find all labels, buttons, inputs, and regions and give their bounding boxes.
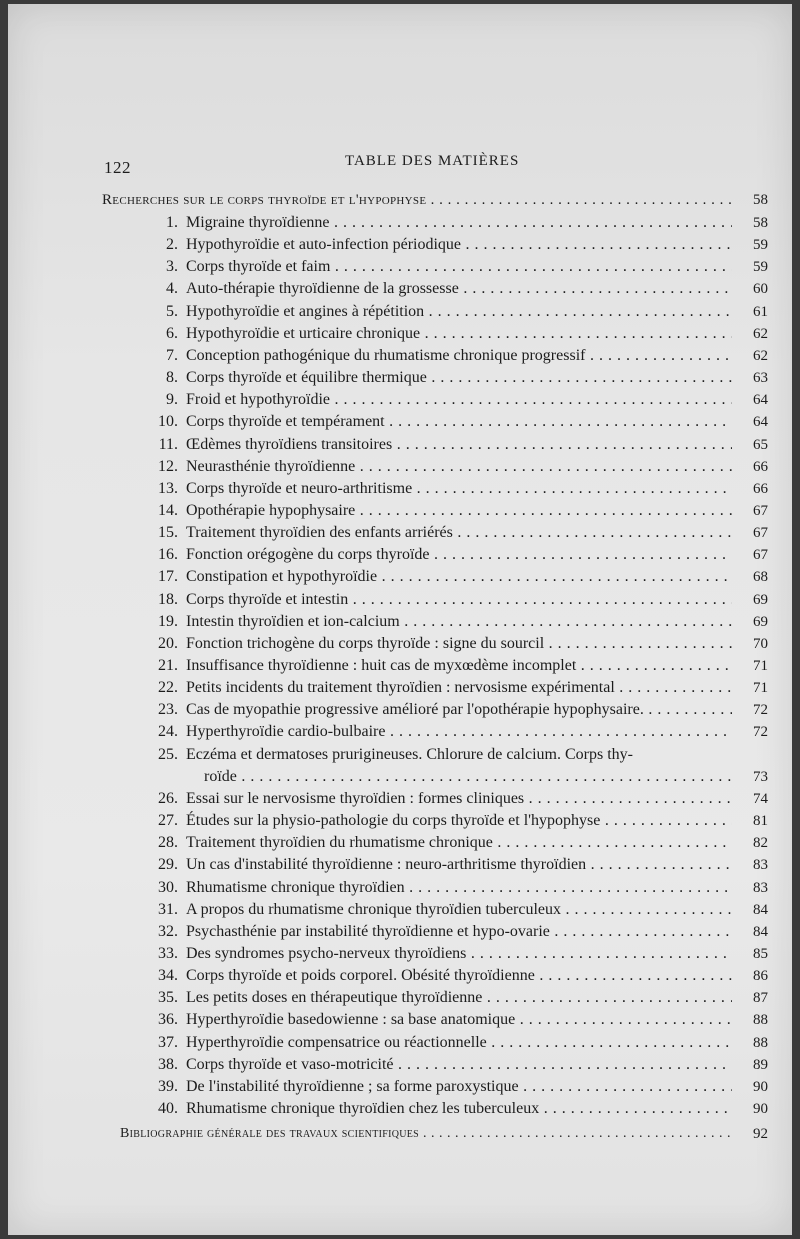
toc-entry-number: 9. [166,391,178,409]
toc-entry-page: 62 [753,325,768,342]
toc-entry-number: 12. [158,457,178,475]
toc-entry-title: Opothérapie hypophysaire . . . [186,500,732,522]
toc-entry-page: 86 [753,968,768,985]
toc-entry-number: 14. [158,501,178,519]
toc-entry-title: Œdèmes thyroïdiens transitoires . . . [186,434,732,456]
toc-entry-page: 71 [753,680,768,697]
toc-entry[interactable] [138,456,768,478]
toc-entry-number: 33. [158,944,178,962]
bibliography-page: 92 [753,1126,768,1142]
toc-entry-title: Hypothyroïdie et urticaire chronique . . . [186,323,732,345]
toc-entry-title: Corps thyroïde et équilibre thermique . . . [186,367,732,389]
toc-entry-title: Corps thyroïde et tempérament . . . [186,411,732,433]
toc-entry-page: 89 [753,1056,768,1073]
toc-entry[interactable] [138,1098,768,1120]
toc-entry[interactable] [138,566,768,588]
toc-entry[interactable] [138,1009,768,1031]
toc-entry-number: 11. [158,435,178,453]
toc-entry-title: Hyperthyroïdie compensatrice ou réactionnelle . . . [186,1032,732,1054]
toc-entry[interactable] [138,522,768,544]
toc-entry-number: 13. [158,479,178,497]
toc-entry-page: 71 [753,658,768,674]
toc-entry[interactable] [138,323,768,345]
toc-entry-title: Neurasthénie thyroïdienne . . . [186,456,732,478]
toc-entry-title: De l'instabilité thyroïdienne ; sa forme paroxystique . . . [186,1076,732,1098]
toc-entry[interactable] [138,832,768,854]
toc-entry-page: 88 [753,1012,768,1029]
toc-entry[interactable] [138,965,768,987]
toc-entry[interactable] [138,256,768,278]
toc-entry-page: 83 [753,879,768,896]
toc-entry[interactable] [138,877,768,899]
toc-entry-page: 81 [753,813,768,830]
toc-entry-number: 28. [158,834,178,852]
running-head: TABLE DES MATIÈRES [345,153,520,169]
toc-entry[interactable] [138,921,768,943]
toc-entry-number: 31. [158,900,178,918]
toc-entry[interactable] [138,544,768,566]
toc-entry-number: 35. [158,989,178,1007]
toc-entry-number: 5. [166,302,178,320]
toc-entry-page: 64 [753,414,768,431]
toc-entry-number: 3. [166,258,178,276]
toc-entry[interactable] [138,854,768,876]
toc-entry-number: 25. [158,745,178,763]
toc-entry[interactable] [138,301,768,323]
toc-entry-title: Les petits doses en thérapeutique thyroïdienne . . . [186,987,732,1009]
toc-entry-title: Corps thyroïde et poids corporel. Obésité thyroïdienne . . . [186,965,732,987]
toc-entry-title: Auto-thérapie thyroïdienne de la grossesse . . . [186,278,732,300]
toc-entry-page: 69 [753,613,768,630]
section-heading-page: 58 [753,192,768,208]
toc-entry[interactable] [138,389,768,411]
toc-entry-title: Traitement thyroïdien des enfants arriérés . . . [186,522,732,544]
toc-entry[interactable] [138,943,768,965]
toc-entry-number: 22. [158,679,178,697]
toc-entry[interactable] [138,1032,768,1054]
toc-entry-number: 37. [158,1033,178,1051]
toc-entry-number: 40. [158,1100,178,1117]
toc-entry[interactable] [138,478,768,500]
toc-entry-page: 90 [753,1101,768,1117]
toc-entry[interactable] [138,611,768,633]
toc-entry-page: 67 [753,547,768,564]
toc-entry-number: 26. [158,789,178,807]
toc-entry-number: 6. [166,324,178,342]
toc-entry-title: Eczéma et dermatoses prurigineuses. Chlorure de calcium. Corps thy- [186,745,633,763]
toc-entry-title: Conception pathogénique du rhumatisme chronique progressif . . . [186,345,732,367]
toc-entry-number: 30. [158,878,178,896]
toc-entry[interactable] [138,810,768,832]
toc-entry-number: 8. [166,369,178,387]
toc-entry-number: 1. [166,214,178,231]
toc-entry-title: Études sur la physio-pathologie du corps thyroïde et l'hypophyse . . . [186,810,732,832]
toc-entry[interactable] [138,345,768,367]
toc-entry-title: Fonction trichogène du corps thyroïde : signe du sourcil . . . [186,633,732,655]
toc-entry-title: Corps thyroïde et faim . . . [186,256,732,278]
toc-entry-page: 73 [753,768,768,785]
toc-entry-number: 2. [166,236,178,254]
toc-entry-number: 18. [158,590,178,608]
toc-entry-page: 83 [753,857,768,874]
section-heading-title: Recherches sur le corps thyroïde et l'hypophyse . . . [102,189,734,211]
toc-entry-number: 39. [158,1077,178,1095]
toc-entry-title: Hypothyroïdie et angines à répétition . . . [186,301,732,323]
toc-entry-page: 67 [753,502,768,519]
toc-entry-title: Froid et hypothyroïdie . . . [186,389,732,411]
toc-entry-number: 38. [158,1055,178,1073]
toc-entry-page: 72 [753,724,768,741]
toc-entry-number: 32. [158,922,178,940]
toc-entry-page: 60 [753,281,768,298]
toc-entry[interactable] [138,744,768,766]
toc-entry-page: 72 [753,702,768,719]
toc-entry-page: 65 [753,436,768,453]
toc-entry[interactable] [138,721,768,743]
toc-entry[interactable] [138,411,768,433]
bibliography-entry[interactable] [120,1123,768,1145]
toc-entry-number: 23. [158,701,178,719]
toc-entry-title: Hypothyroïdie et auto-infection périodique . . . [186,234,732,256]
toc-entry[interactable] [138,899,768,921]
toc-entry[interactable] [138,500,768,522]
toc-entry-page: 66 [753,480,768,497]
toc-entry-title: Intestin thyroïdien et ion-calcium . . . [186,611,732,633]
section-heading-entry[interactable] [102,189,768,211]
toc-entry-title: Hyperthyroïdie cardio-bulbaire . . . [186,721,732,743]
toc-entry-page: 67 [753,525,768,542]
toc-entry[interactable] [138,1054,768,1076]
toc-entry-title: Migraine thyroïdienne . . . [186,212,732,234]
toc-entry-number: 24. [158,723,178,741]
toc-entry-page: 62 [753,347,768,364]
page-number: 122 [104,158,131,177]
toc-entry-page: 90 [753,1078,768,1095]
toc-entry-page: 66 [753,458,768,475]
toc-entry-number: 16. [158,546,178,564]
toc-entry-number: 36. [158,1011,178,1029]
toc-entry[interactable] [138,1076,768,1098]
toc-entry[interactable] [138,655,768,677]
toc-entry[interactable] [138,367,768,389]
toc-entry-title: Rhumatisme chronique thyroïdien . . . [186,877,732,899]
toc-entry-title: Constipation et hypothyroïdie . . . [186,566,732,588]
toc-entry-number: 21. [158,657,178,674]
toc-entry-page: 64 [753,392,768,409]
toc-entry-continuation[interactable] [138,766,768,788]
toc-entry-number: 29. [158,856,178,874]
toc-entry[interactable] [138,589,768,611]
toc-entry[interactable] [138,677,768,699]
toc-entry-title: Hyperthyroïdie basedowienne : sa base anatomique . . . [186,1009,732,1031]
toc-entry-page: 85 [753,945,768,962]
toc-entry[interactable] [138,987,768,1009]
toc-entry-page: 70 [753,635,768,652]
toc-entry-title: Psychasthénie par instabilité thyroïdienne et hypo-ovarie . . . [186,921,732,943]
toc-entry-number: 10. [158,413,178,431]
toc-entry[interactable] [138,699,768,721]
toc-entry-page: 82 [753,835,768,852]
toc-entry[interactable] [138,434,768,456]
toc-entry-page: 87 [753,990,768,1007]
toc-entry-title: Des syndromes psycho-nerveux thyroïdiens . . . [186,943,732,965]
toc-entry-title: Corps thyroïde et neuro-arthritisme . . . [186,478,732,500]
toc-entry[interactable] [138,278,768,300]
toc-entry-page: 74 [753,790,768,807]
toc-entry-page: 88 [753,1034,768,1051]
toc-entry[interactable] [138,633,768,655]
toc-entry-title: Corps thyroïde et intestin . . . [186,589,732,611]
toc-entry[interactable] [138,234,768,256]
toc-entry-title: Cas de myopathie progressive amélioré par l'opothérapie hypophysaire. . . . [186,699,732,721]
toc-entry-number: 7. [166,346,178,364]
toc-entry-title: Essai sur le nervosisme thyroïdien : formes cliniques . . . [186,788,732,810]
toc-entry-page: 68 [753,569,768,586]
toc-entry-number: 17. [158,568,178,586]
toc-entry-number: 27. [158,812,178,830]
toc-entry-number: 20. [158,634,178,652]
toc-entry-number: 4. [166,280,178,298]
toc-entry-title: Fonction orégogène du corps thyroïde . . . [186,544,732,566]
toc-entry-title: A propos du rhumatisme chronique thyroïdien tuberculeux . . . [186,899,732,921]
toc-entry-page: 59 [753,259,768,276]
toc-entry[interactable] [138,788,768,810]
toc-entry-title: Corps thyroïde et vaso-motricité . . . [186,1054,732,1076]
toc-entry-page: 63 [753,370,768,387]
bibliography-title: Bibliographie générale des travaux scientifiques . . . [120,1123,732,1145]
toc-entry-title: Un cas d'instabilité thyroïdienne : neuro-arthritisme thyroïdien . . . [186,854,732,876]
toc-entry-number: 15. [158,524,178,542]
toc-entry-title: Traitement thyroïdien du rhumatisme chronique . . . [186,832,732,854]
toc-entry-page: 84 [753,901,768,918]
toc-entry-page: 69 [753,591,768,608]
toc-entry-page: 58 [753,215,768,231]
toc-entry-page: 61 [753,303,768,320]
toc-entry-title-continuation: roïde . . . [204,766,732,788]
toc-entry-number: 19. [158,612,178,630]
toc-entry-number: 34. [158,967,178,985]
toc-entry-title: Insuffisance thyroïdienne : huit cas de myxœdème incomplet . . . [186,655,732,677]
toc-entry-title: Petits incidents du traitement thyroïdien : nervosisme expérimental . . . [186,677,732,699]
toc-entry-page: 84 [753,923,768,940]
toc-entry[interactable] [138,212,768,234]
toc-entry-page: 59 [753,237,768,254]
toc-entry-title: Rhumatisme chronique thyroïdien chez les tuberculeux . . . [186,1098,732,1120]
